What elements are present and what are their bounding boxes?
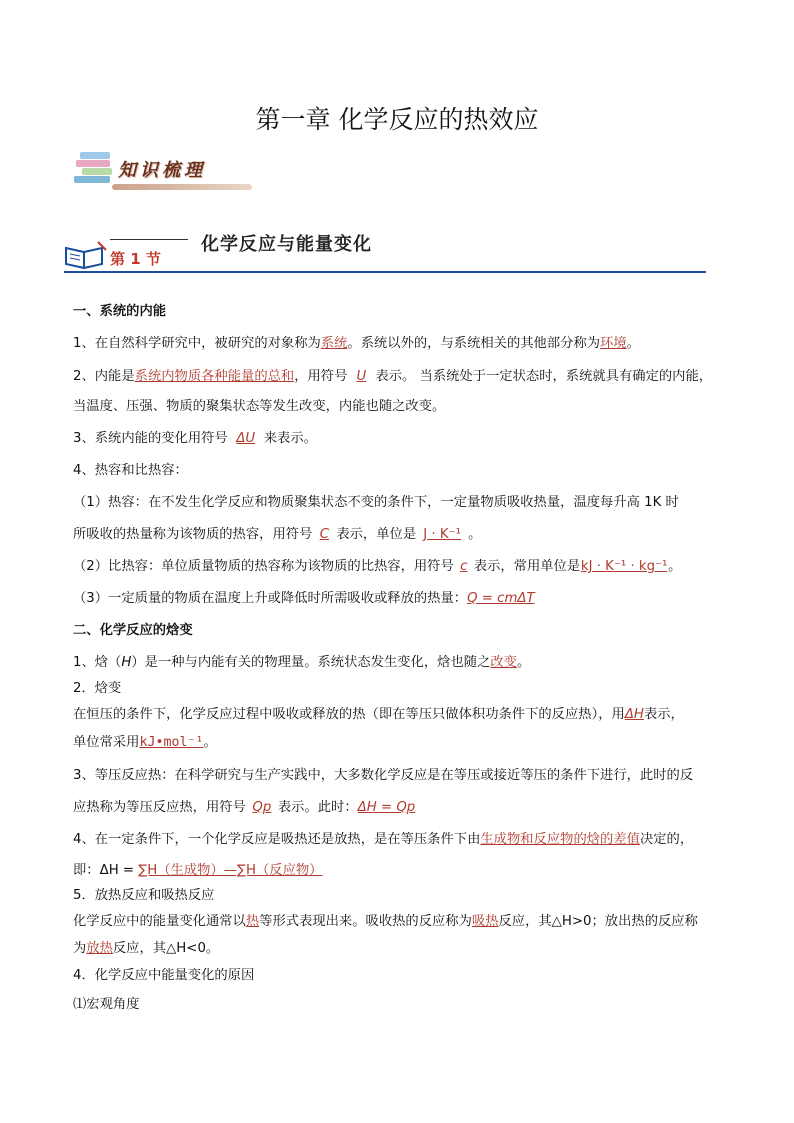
text: 为 — [73, 941, 87, 956]
section-title: 化学反应与能量变化 — [201, 234, 372, 255]
answer: 吸热 — [471, 914, 499, 929]
answer: Qp — [252, 800, 272, 815]
answer: ΔU — [236, 431, 256, 446]
para-2b: 当温度、压强、物质的聚集状态等发生改变，内能也随之改变。 — [73, 399, 446, 414]
section-rule — [110, 239, 188, 240]
text: 表示。 当系统处于一定状态时，系统就具有确定的内能， — [375, 369, 713, 384]
text: 2、内能是 — [73, 369, 135, 384]
answer: ΔH = Qp — [357, 800, 416, 815]
text: 单位常采用 — [73, 735, 140, 750]
answer: c — [460, 559, 468, 574]
para-15: 4．化学反应中能量变化的原因 — [73, 968, 255, 983]
text: 即：ΔH = — [73, 863, 139, 878]
text: 表示，单位是 — [336, 527, 417, 542]
text: 来表示。 — [263, 431, 317, 446]
heading-enthalpy: 二、化学反应的焓变 — [73, 623, 193, 638]
text: 。 — [668, 559, 682, 574]
answer: 改变 — [490, 655, 517, 670]
para-1 — [73, 335, 640, 353]
text: 。 — [203, 735, 217, 750]
answer: 系统内物质各种能量的总和 — [134, 369, 295, 384]
answer: J · K⁻¹ — [423, 527, 461, 542]
text: 1、在自然科学研究中，被研究的对象称为 — [73, 336, 321, 351]
para-11: 3、等压反应热：在科学研究与生产实践中，大多数化学反应是在等压或接近等压的条件下进行，此时的反 — [73, 768, 694, 783]
text: 在恒压的条件下，化学反应过程中吸收或释放的热（即在等压只做体积功条件下的反应热），用 — [73, 707, 625, 722]
para-12b — [73, 862, 322, 880]
text: 反应，其△H>0；放出热的反应称 — [498, 914, 698, 929]
para-12 — [73, 831, 693, 849]
text: 。系统以外的，与系统相关的其他部分称为 — [347, 336, 601, 351]
para-3 — [73, 430, 317, 448]
open-book-icon — [64, 240, 108, 270]
text: 决定的， — [639, 832, 694, 847]
answer: U — [356, 369, 367, 384]
para-7 — [73, 590, 535, 608]
answer: ΔH — [624, 707, 644, 722]
text: 1、焓（ — [73, 655, 122, 670]
text: 。 — [468, 527, 482, 542]
answer: 系统 — [320, 336, 348, 351]
text: ，用符号 — [294, 369, 348, 384]
para-5: （1）热容：在不发生化学反应和物质聚集状态不变的条件下，一定量物质吸收热量，温度每升高 1K 时 — [73, 495, 679, 510]
text: 化学反应中的能量变化通常以 — [73, 914, 246, 929]
para-4: 4、热容和比热容： — [73, 463, 188, 478]
para-14 — [73, 913, 698, 931]
section-number: 第 1 节 — [110, 250, 161, 268]
answer: 生成物和反应物的焓的差值 — [480, 832, 640, 847]
para-8 — [73, 654, 530, 672]
answer: 热 — [245, 914, 260, 929]
answer: C — [319, 527, 329, 542]
text: 3、系统内能的变化用符号 — [73, 431, 228, 446]
para-14b — [73, 940, 219, 958]
text: 表示。此时： — [277, 800, 358, 815]
text: H — [121, 655, 132, 670]
knowledge-header: 知识梳理 — [118, 160, 206, 181]
answer: Q = cmΔT — [467, 591, 535, 606]
text: 所吸收的热量称为该物质的热容，用符号 — [73, 527, 313, 542]
knowledge-header-band — [112, 184, 252, 190]
para-13: 5．放热反应和吸热反应 — [73, 888, 215, 903]
text: 表示，常用单位是 — [473, 559, 581, 574]
text: （2）比热容：单位质量物质的热容称为该物质的比热容，用符号 — [73, 559, 454, 574]
answer: kJ · K⁻¹ · kg⁻¹ — [580, 559, 668, 574]
para-10b — [73, 734, 217, 752]
answer: ∑H（生成物）—∑H（反应物） — [138, 863, 323, 878]
text: 表示， — [643, 707, 684, 722]
text: ）是一种与内能有关的物理量。系统状态发生变化，焓也随之 — [131, 655, 491, 670]
text: 4、在一定条件下，一个化学反应是吸热还是放热，是在等压条件下由 — [73, 832, 481, 847]
section-underline — [64, 271, 706, 273]
answer: 放热 — [86, 941, 113, 956]
para-9: 2．焓变 — [73, 681, 122, 696]
heading-internal-energy: 一、系统的内能 — [73, 304, 167, 319]
para-2 — [73, 368, 712, 386]
text: （3）一定质量的物质在温度上升或降低时所需吸收或释放的热量： — [73, 591, 468, 606]
para-6 — [73, 558, 681, 576]
answer: 环境 — [600, 336, 627, 351]
para-5b — [73, 526, 481, 544]
para-16: ⑴宏观角度 — [73, 997, 140, 1012]
text: 等形式表现出来。吸收热的反应称为 — [259, 914, 472, 929]
answer: kJ•mol⁻¹ — [139, 735, 204, 750]
page-title: 第一章 化学反应的热效应 — [255, 105, 539, 134]
text: 。 — [626, 336, 640, 351]
text: 反应，其△H<0。 — [112, 941, 220, 956]
text: 。 — [516, 655, 531, 670]
para-10 — [73, 706, 684, 724]
para-11b — [73, 799, 415, 817]
text: 应热称为等压反应热，用符号 — [73, 800, 246, 815]
